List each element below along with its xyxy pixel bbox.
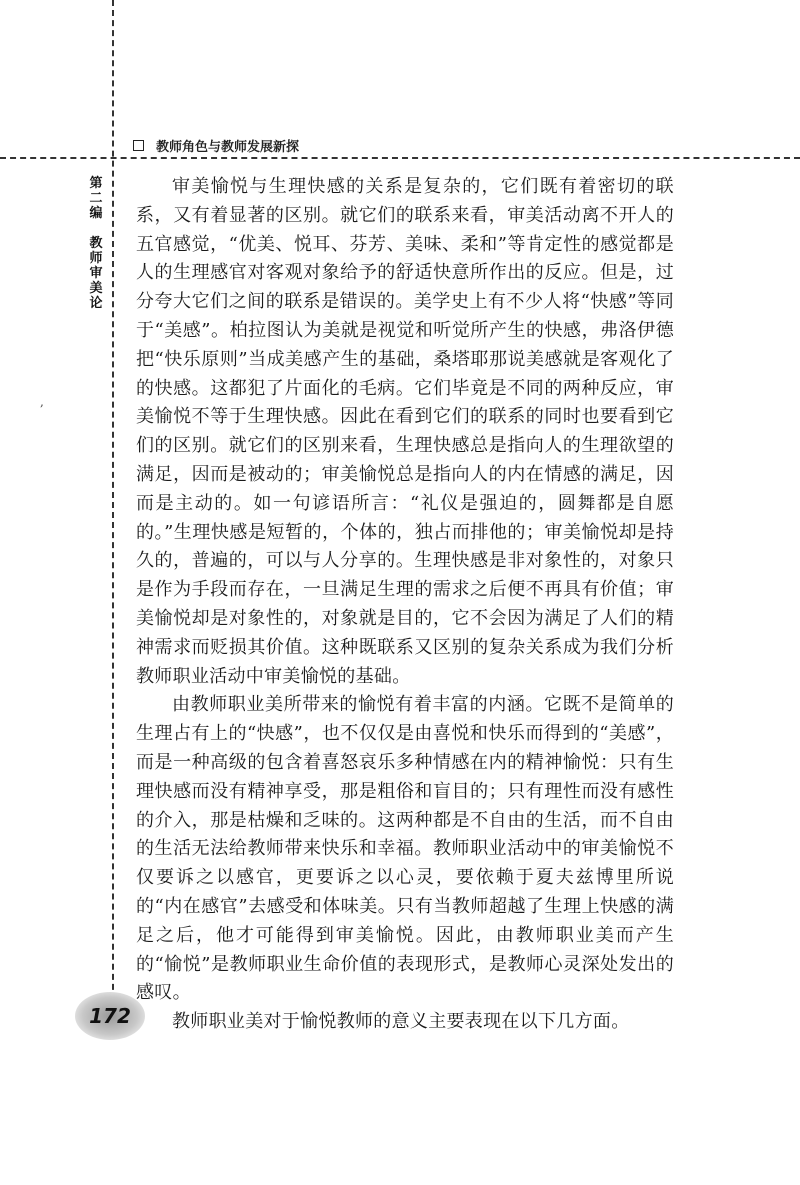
- running-header: [133, 136, 299, 155]
- part-title: 教师审美论: [89, 236, 103, 311]
- square-bullet-icon: [133, 140, 144, 151]
- margin-mark: ,: [40, 395, 44, 409]
- page-number: 172: [75, 992, 145, 1040]
- header-dashed-line: [0, 157, 800, 159]
- paragraph: 审美愉悦与生理快感的关系是复杂的，它们既有着密切的联系，又有着显著的区别。就它们的联系来看，审美活动离不开人的五官感觉，“优美、悦耳、芬芳、美味、柔和”等肯定性的感觉都是人的生理感官对客观对象给予的舒适快意所作出的反应。但是，过分夸大它们之间的联系是错误的。美学史上有不少人将“快感”等同于“美感”。柏拉图认为美就是视觉和听觉所产生的快感，弗洛伊德把“快乐原则”当成美感产生的基础，桑塔耶那说美感就是客观化了的快感。这都犯了片面化的毛病。它们毕竟是不同的两种反应，审美愉悦不等于生理快感。因此在看到它们的联系的同时也要看到它们的区别。就它们的区别来看，生理快感总是指向人的生理欲望的满足，因而是被动的；审美愉悦总是指向人的内在情感的满足，因而是主动的。如一句谚语所言：“礼仪是强迫的，圆舞都是自愿的。”生理快感是短暂的，个体的，独占而排他的；审美愉悦却是持久的，普遍的，可以与人分享的。生理快感是非对象性的，对象只是作为手段而存在，一旦满足生理的需求之后便不再具有价值；审美愉悦却是对象性的，对象就是目的，它不会因为满足了人们的精神需求而贬损其价值。这种既联系又区别的复杂关系成为我们分析教师职业活动中审美愉悦的基础。: [136, 176, 674, 687]
- margin-dashed-line: [112, 0, 114, 1020]
- part-label: 第二编: [89, 176, 103, 221]
- running-title: 教师角色与教师发展新探: [156, 140, 300, 155]
- paragraph: 教师职业美对于愉悦教师的意义主要表现在以下几方面。: [172, 1011, 630, 1033]
- paragraph: 由教师职业美所带来的愉悦有着丰富的内涵。它既不是简单的生理占有上的“快感”，也不仅仅是由喜悦和快乐而得到的“美感”，而是一种高级的包含着喜怒哀乐多种情感在内的精神愉悦：只有生理快感而没有精神享受，那是粗俗和盲目的；只有理性而没有感性的介入，那是枯燥和乏味的。这两种都是不自由的生活，而不自由的生活无法给教师带来快乐和幸福。教师职业活动中的审美愉悦不仅要诉之以感官，更要诉之以心灵，要依赖于夏夫兹博里所说的“内在感官”去感受和体味美。只有当教师超越了生理上快感的满足之后，他才可能得到审美愉悦。因此，由教师职业美而产生的“愉悦”是教师职业生命价值的表现形式，是教师心灵深处发出的感叹。: [136, 694, 674, 1004]
- body-text: [136, 173, 674, 1037]
